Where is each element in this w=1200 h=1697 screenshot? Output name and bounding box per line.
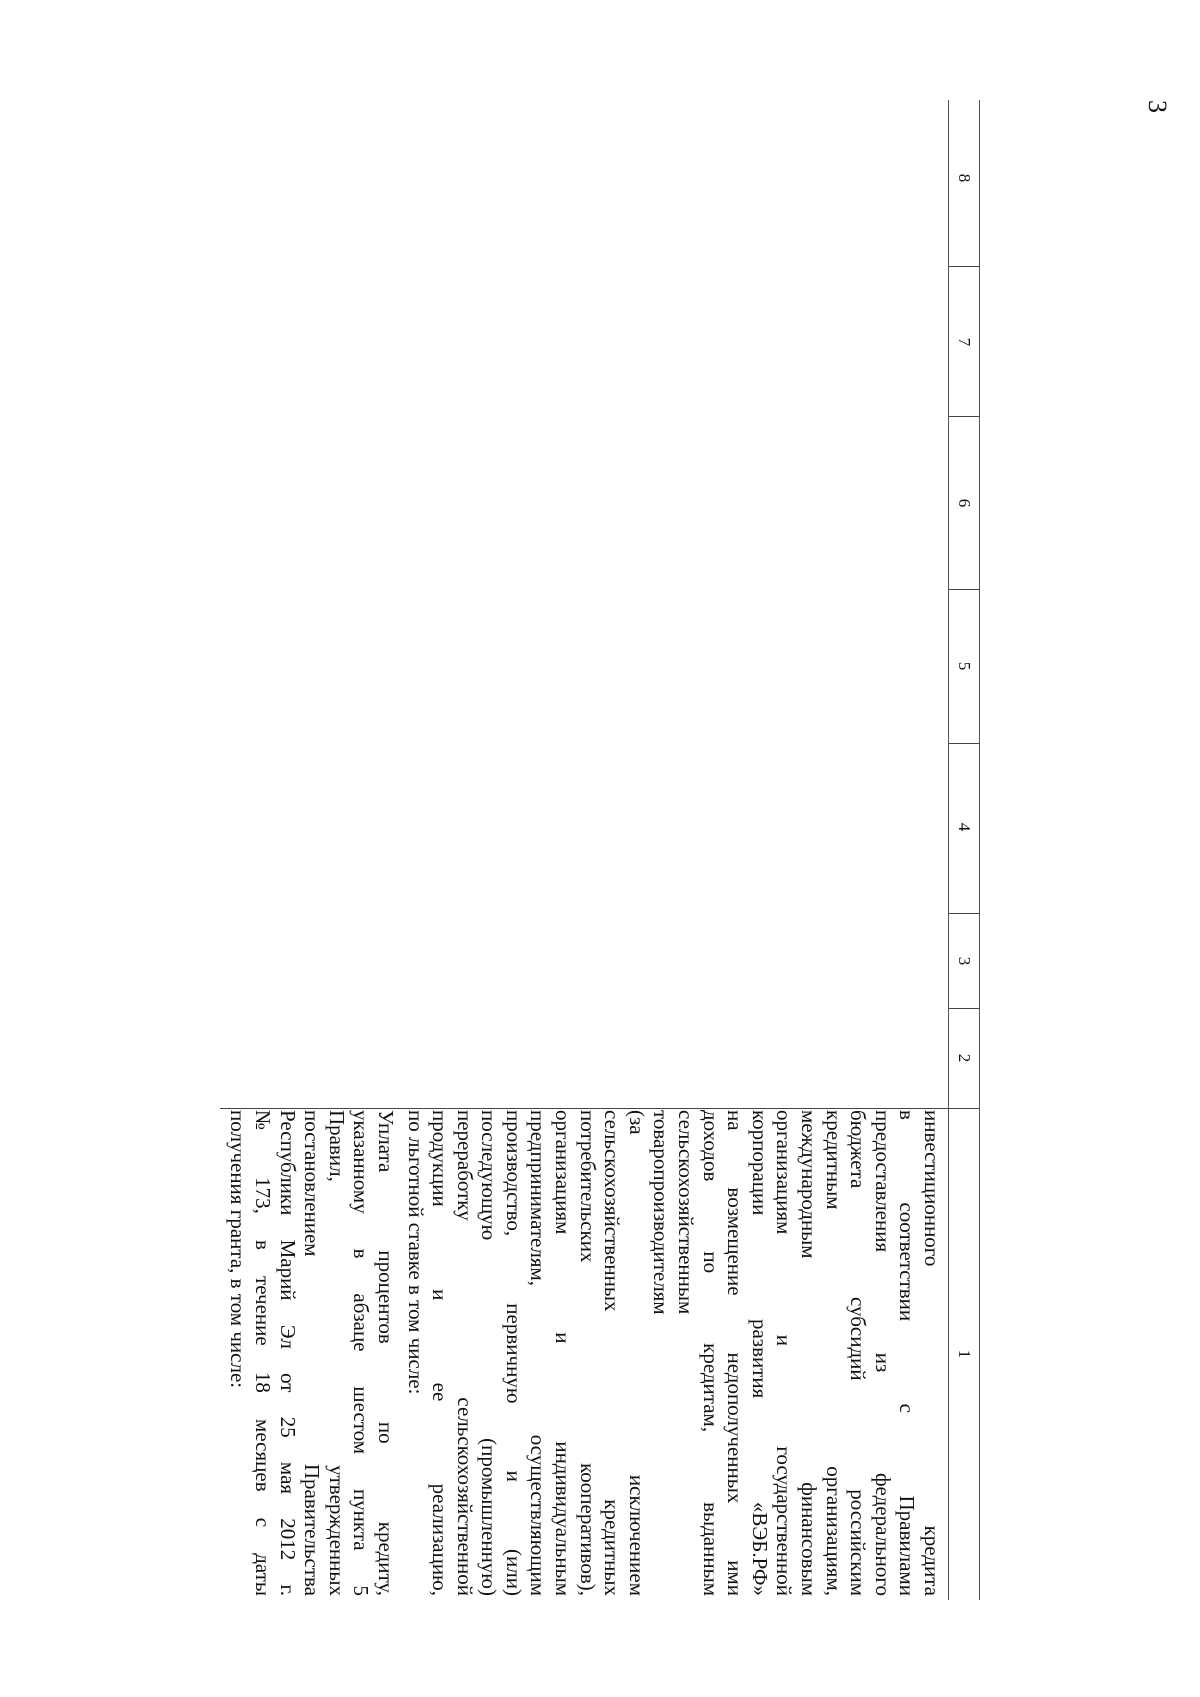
text-line: кредитным организациям, — [821, 1110, 846, 1596]
text-line: Правил, утвержденных — [324, 1110, 349, 1596]
text-line: Уплата процентов по кредиту, — [374, 1110, 398, 1596]
column-divider — [949, 1008, 980, 1009]
text-line: продукции и ее реализацию, — [428, 1110, 453, 1596]
text-line: Республики Марий Эл от 25 мая 2012 г. — [275, 1110, 300, 1596]
column-divider — [949, 913, 980, 914]
document-table — [220, 100, 980, 1600]
text-line: инвестиционного кредита — [920, 1110, 944, 1596]
cell-text-block-2 — [226, 1110, 398, 1596]
text-line: последующую (промышленную) — [477, 1110, 502, 1596]
column-divider — [949, 266, 980, 267]
text-line: организациям и государственной — [772, 1110, 797, 1596]
text-line: постановлением Правительства — [300, 1110, 325, 1596]
page-number: 3 — [1143, 100, 1172, 113]
column-header-6: 6 — [955, 498, 974, 508]
text-line: № 173, в течение 18 месяцев с даты — [251, 1110, 276, 1596]
column-divider — [949, 743, 980, 744]
text-line: в соответствии с Правилами — [895, 1110, 920, 1596]
text-line: получения гранта, в том числе: — [226, 1110, 251, 1389]
table-top-border — [979, 100, 980, 1600]
column-header-4: 4 — [955, 822, 974, 832]
text-line: сельскохозяйственным — [674, 1110, 699, 1315]
text-line: предоставления из федерального — [870, 1110, 895, 1596]
text-line: организациям и индивидуальным — [551, 1110, 576, 1596]
text-line: бюджета субсидий российским — [846, 1110, 871, 1596]
column-header-5: 5 — [955, 661, 974, 671]
column-header-3: 3 — [955, 956, 974, 966]
column-divider — [949, 589, 980, 590]
column-divider — [949, 416, 980, 417]
text-line: производство, первичную и (или) — [501, 1110, 526, 1596]
column-header-8: 8 — [955, 173, 974, 183]
text-line: переработку сельскохозяйственной — [452, 1110, 477, 1596]
text-line: корпорации развития «ВЭБ.РФ» — [747, 1110, 772, 1596]
text-line: товаропроизводителям — [649, 1110, 674, 1315]
header-row-border — [948, 100, 949, 1600]
text-line: по льготной ставке в том числе: — [403, 1110, 428, 1395]
text-line: указанному в абзаце шестом пункта 5 — [349, 1110, 374, 1596]
text-line: международным финансовым — [797, 1110, 822, 1596]
column-1-border — [220, 1108, 980, 1109]
text-line: потребительских кооперативов), — [575, 1110, 600, 1596]
text-line: на возмещение недополученных ими — [723, 1110, 748, 1596]
text-line: (за исключением — [624, 1110, 649, 1596]
text-line: доходов по кредитам, выданным — [698, 1110, 723, 1596]
column-header-2: 2 — [955, 1053, 974, 1063]
text-line: сельскохозяйственных кредитных — [600, 1110, 625, 1596]
text-line: предпринимателям, осуществляющим — [526, 1110, 551, 1596]
column-header-1: 1 — [955, 1349, 974, 1359]
column-header-7: 7 — [955, 337, 974, 347]
cell-text-block-1 — [403, 1110, 944, 1596]
